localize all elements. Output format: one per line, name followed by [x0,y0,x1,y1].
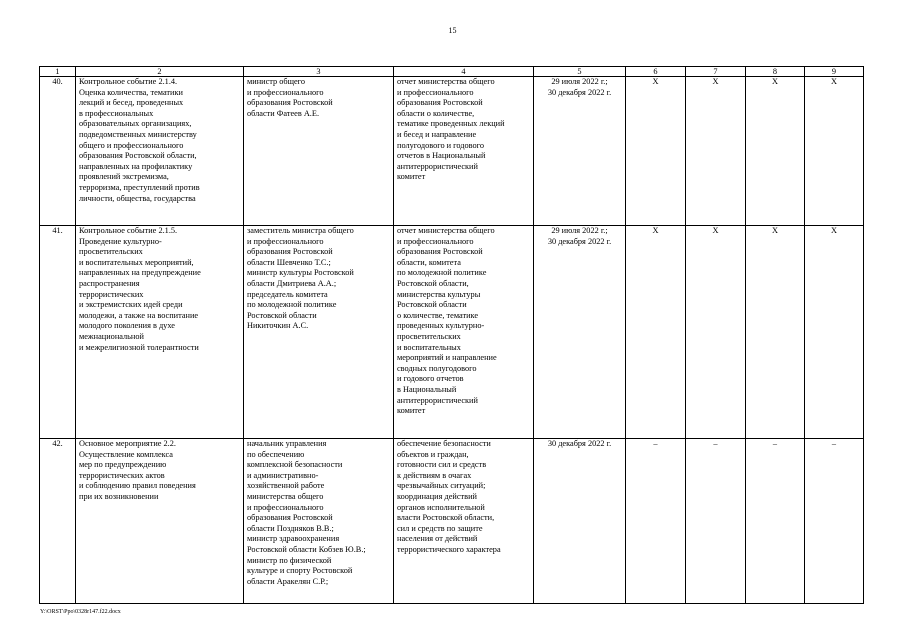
table-row [40,77,864,226]
cell-line: образования Ростовской области, [79,151,197,161]
cell-line: и бесед и направление [397,129,477,139]
header-cell: 9 [805,67,864,77]
responsible-officials [244,226,394,439]
cell-line: Осуществление комплекса [79,449,173,459]
cell-line: 30 декабря 2022 г. [547,236,612,246]
cell-line: мероприятий и направление [397,353,497,363]
cell-line: сводных полугодового [397,363,477,373]
cell-line: террористического характера [397,544,501,554]
deadline [534,439,626,604]
cell-line: образовательных организациях, [79,119,192,129]
mark-cell: – [805,439,864,604]
cell-line: готовности сил и средств [397,460,487,470]
mark-cell: Х [626,77,686,226]
cell-line: органов исполнительной [397,502,485,512]
cell-line: отчет министерства общего [397,226,495,235]
cell-line: межнациональной [79,331,144,341]
cell-line: комитет [397,172,426,182]
cell-line: министерства общего [247,491,324,501]
row-number: 41. [40,226,76,439]
mark-cell: – [686,439,746,604]
table-row [40,439,864,604]
cell-line: проявлений экстремизма, [79,172,169,182]
cell-line: комплексной безопасности [247,460,343,470]
cell-line: отчет министерства общего [397,77,495,86]
event-description [76,439,244,604]
mark-cell: Х [746,226,805,439]
cell-line: проведенных культурно- [397,321,485,331]
cell-line: антитеррористический [397,161,478,171]
cell-line: комитет [397,406,426,416]
event-description [76,77,244,226]
cell-line: терроризма, преступлений против [79,182,200,192]
cell-line: области Шевченко Т.С.; [247,257,331,267]
cell-line: и профессионального [397,87,474,97]
cell-line: лекций и бесед, проведенных [79,98,184,108]
row-number: 40. [40,77,76,226]
table-row [40,226,864,439]
cell-line: тематике проведенных лекций [397,119,505,129]
cell-line: 30 декабря 2022 г. [547,439,612,448]
cell-line: отчетов в Национальный [397,151,486,161]
cell-line: молодого поколения в духе [79,321,175,331]
cell-line: и межрелигиозной толерантности [79,342,199,352]
cell-line: Ростовской области Кобзев Ю.В.; [247,544,366,554]
cell-line: по обеспечению [247,449,305,459]
file-path: Y:\ORST\Ppo\0328r147.f22.docx [40,609,121,615]
cell-line: Ростовской области, [397,278,469,288]
cell-line: и профессионального [247,236,324,246]
cell-line: чрезвычайных ситуаций; [397,481,486,491]
mark-cell: – [626,439,686,604]
cell-line: образования Ростовской [397,98,483,108]
cell-line: обеспечение безопасности [397,439,491,448]
cell-line: образования Ростовской [397,247,483,257]
cell-line: террористических [79,289,144,299]
cell-line: министр культуры Ростовской [247,268,354,278]
cell-line: Ростовской области [247,310,317,320]
cell-line: просветительских [79,247,143,257]
cell-line: области Дмитриева А.А.; [247,278,337,288]
cell-line: 29 июля 2022 г.; [551,226,608,235]
cell-line: Контрольное событие 2.1.5. [79,226,178,235]
cell-line: и соблюдению правил поведения [79,481,196,491]
header-cell: 3 [244,67,394,77]
cell-line: области о количестве, [397,108,475,118]
cell-line: Проведение культурно- [79,236,162,246]
cell-line: к действиям в очагах [397,470,472,480]
cell-line: образования Ростовской [247,513,333,523]
cell-line: начальник управления [247,439,327,448]
cell-line: области Поздняков В.В.; [247,523,334,533]
cell-line: и профессионального [247,87,324,97]
cell-line: о количестве, тематике [397,310,479,320]
mark-cell: Х [626,226,686,439]
responsible-officials [244,439,394,604]
header-cell: 4 [394,67,534,77]
cell-line: молодежи, а также на воспитание [79,310,199,320]
mark-cell: Х [805,77,864,226]
row-number: 42. [40,439,76,604]
plan-table [39,66,864,604]
cell-line: министр общего [247,77,305,86]
cell-line: координация действий [397,491,477,501]
cell-line: просветительских [397,331,461,341]
cell-line: культуре и спорту Ростовской [247,566,353,576]
cell-line: населения от действий [397,534,478,544]
header-cell: 1 [40,67,76,77]
cell-line: личности, общества, государства [79,193,196,203]
cell-line: в профессиональных [79,108,154,118]
cell-line: распространения [79,278,140,288]
event-description [76,226,244,439]
mark-cell: Х [686,226,746,439]
cell-line: образования Ростовской [247,247,333,257]
cell-line: хозяйственной работе [247,481,325,491]
cell-line: общего и профессионального [79,140,184,150]
cell-line: области Аракелян С.Р.; [247,576,329,586]
cell-line: сил и средств по защите [397,523,483,533]
expected-result [394,77,534,226]
cell-line: при их возникновении [79,491,159,501]
deadline [534,226,626,439]
page-number: 15 [448,26,457,35]
cell-line: направленных на предупреждение [79,268,201,278]
expected-result [394,439,534,604]
cell-line: 30 декабря 2022 г. [547,87,612,97]
cell-line: в Национальный [397,384,457,394]
cell-line: и профессионального [247,502,324,512]
cell-line: и профессионального [397,236,474,246]
cell-line: министр по физической [247,555,332,565]
cell-line: и воспитательных мероприятий, [79,257,194,267]
header-row [40,67,864,77]
cell-line: области Фатеев А.Е. [247,108,320,118]
cell-line: образования Ростовской [247,98,333,108]
cell-line: антитеррористический [397,395,478,405]
cell-line: председатель комитета [247,289,328,299]
header-cell: 7 [686,67,746,77]
cell-line: заместитель министра общего [247,226,354,235]
mark-cell: Х [686,77,746,226]
cell-line: 29 июля 2022 г.; [551,77,608,86]
cell-line: полугодового и годового [397,140,485,150]
cell-line: Никиточкин А.С. [247,321,309,331]
cell-line: министерства культуры [397,289,481,299]
responsible-officials [244,77,394,226]
cell-line: и административно- [247,470,319,480]
mark-cell: Х [746,77,805,226]
expected-result [394,226,534,439]
cell-line: по молодежной политике [397,268,487,278]
cell-line: и воспитательных [397,342,461,352]
mark-cell: – [746,439,805,604]
deadline [534,77,626,226]
header-cell: 2 [76,67,244,77]
mark-cell: Х [805,226,864,439]
cell-line: объектов и граждан, [397,449,469,459]
cell-line: Оценка количества, тематики [79,87,183,97]
cell-line: террористических актов [79,470,165,480]
cell-line: по молодежной политике [247,300,337,310]
cell-line: Контрольное событие 2.1.4. [79,77,178,86]
cell-line: Ростовской области [397,300,467,310]
cell-line: направленных на профилактику [79,161,193,171]
cell-line: области, комитета [397,257,461,267]
cell-line: Основное мероприятие 2.2. [79,439,176,448]
cell-line: подведомственных министерству [79,129,197,139]
cell-line: министр здравоохранения [247,534,340,544]
cell-line: мер по предупреждению [79,460,167,470]
cell-line: и экстремистских идей среди [79,300,183,310]
header-cell: 8 [746,67,805,77]
cell-line: власти Ростовской области, [397,513,495,523]
header-cell: 6 [626,67,686,77]
header-cell: 5 [534,67,626,77]
cell-line: и годового отчетов [397,374,464,384]
